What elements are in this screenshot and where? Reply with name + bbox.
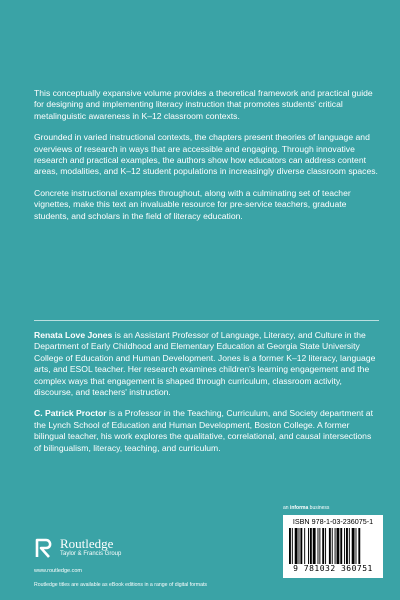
description-paragraph-3: Concrete instructional examples throughout, along with a culminating set of teacher vignettes, make this text an invaluable resource for pre-service teachers, graduate students, and scholars in the field of literacy education. bbox=[34, 187, 351, 221]
description-paragraph-1: This conceptually expansive volume provides a theoretical framework and practical guide for designing and implementing literacy instruction that promotes students' critical metalinguistic awareness in K–12 classroom contexts. bbox=[34, 88, 373, 121]
barcode-bar bbox=[340, 528, 342, 564]
barcode-bar bbox=[346, 528, 348, 564]
barcode-bar bbox=[335, 528, 336, 564]
barcode-bar bbox=[319, 528, 320, 564]
barcode-bar bbox=[356, 528, 357, 564]
barcode-bar bbox=[289, 528, 291, 564]
barcode-icon bbox=[289, 528, 377, 564]
routledge-logo-icon bbox=[34, 537, 56, 559]
barcode-bar bbox=[349, 528, 350, 564]
barcode-bar bbox=[322, 528, 324, 564]
informa-word: informa bbox=[289, 505, 309, 511]
publisher-group: Taylor & Francis Group bbox=[60, 551, 122, 557]
barcode-bar bbox=[295, 528, 298, 564]
author-name-proctor: C. Patrick Proctor bbox=[34, 408, 107, 419]
barcode-bar bbox=[310, 528, 312, 564]
author-text-jones: is an Assistant Professor of Language, Literacy, and Culture in the Department of Early Childhood and Elementary Education at Georgia State University College of Education and Human Development. Jones is a former K–12 literacy, language arts, and ESOL teacher. Her research examines children's learning engagement and the complex ways that engagement is shaped through curriculum, classroom activity, discourse, and teachers' instruction. bbox=[34, 330, 376, 398]
barcode-bar bbox=[318, 528, 319, 564]
author-name-jones: Renata Love Jones bbox=[34, 330, 113, 340]
author-bio-jones bbox=[34, 330, 379, 398]
barcode-panel bbox=[283, 515, 383, 578]
barcode-digits: 9 781032 360751 bbox=[293, 564, 373, 573]
description-paragraph-2: Grounded in varied instructional contexts, the chapters present theories of language and overviews of research in ways that are accessible and engaging. Through innovative research and practical examples, the authors show how educators can address content areas, modalities, and K–12 student populations in increasingly diverse classroom spaces. bbox=[34, 132, 378, 177]
barcode-bar bbox=[308, 528, 309, 564]
barcode-bar bbox=[344, 528, 345, 564]
publisher-url[interactable]: www.routledge.com bbox=[34, 568, 82, 574]
barcode-bar bbox=[299, 528, 300, 564]
informa-suffix: business bbox=[308, 505, 330, 511]
barcode-bar bbox=[358, 528, 360, 564]
barcode-bar bbox=[332, 528, 333, 564]
barcode-bar bbox=[352, 528, 355, 564]
author-bio-proctor bbox=[34, 408, 379, 454]
informa-tagline bbox=[283, 505, 329, 511]
barcode-bar bbox=[313, 528, 316, 564]
barcode-bar bbox=[300, 528, 302, 564]
informa-prefix: an bbox=[283, 505, 290, 511]
author-text-proctor: is a Professor in the Teaching, Curriculum, and Society department at the Lynch School of Education and Human Development, Boston College. A former bilingual teacher, his work explores the qualitative, correlational, and causal intersections of bilingualism, literacy, teaching, and curriculum. bbox=[34, 408, 373, 453]
barcode-bar bbox=[304, 528, 305, 564]
ebook-note: Routledge titles are available as eBook editions in a range of digital formats bbox=[34, 582, 208, 588]
divider bbox=[34, 320, 379, 321]
author-bios bbox=[34, 330, 379, 464]
barcode-bar bbox=[337, 528, 340, 564]
book-description bbox=[34, 88, 379, 232]
barcode-bar bbox=[329, 528, 331, 564]
isbn-text: ISBN 978-1-03-236075-1 bbox=[292, 517, 374, 526]
barcode-bar bbox=[325, 528, 326, 564]
barcode-bar bbox=[292, 528, 293, 564]
publisher-name: Routledge bbox=[60, 536, 114, 551]
